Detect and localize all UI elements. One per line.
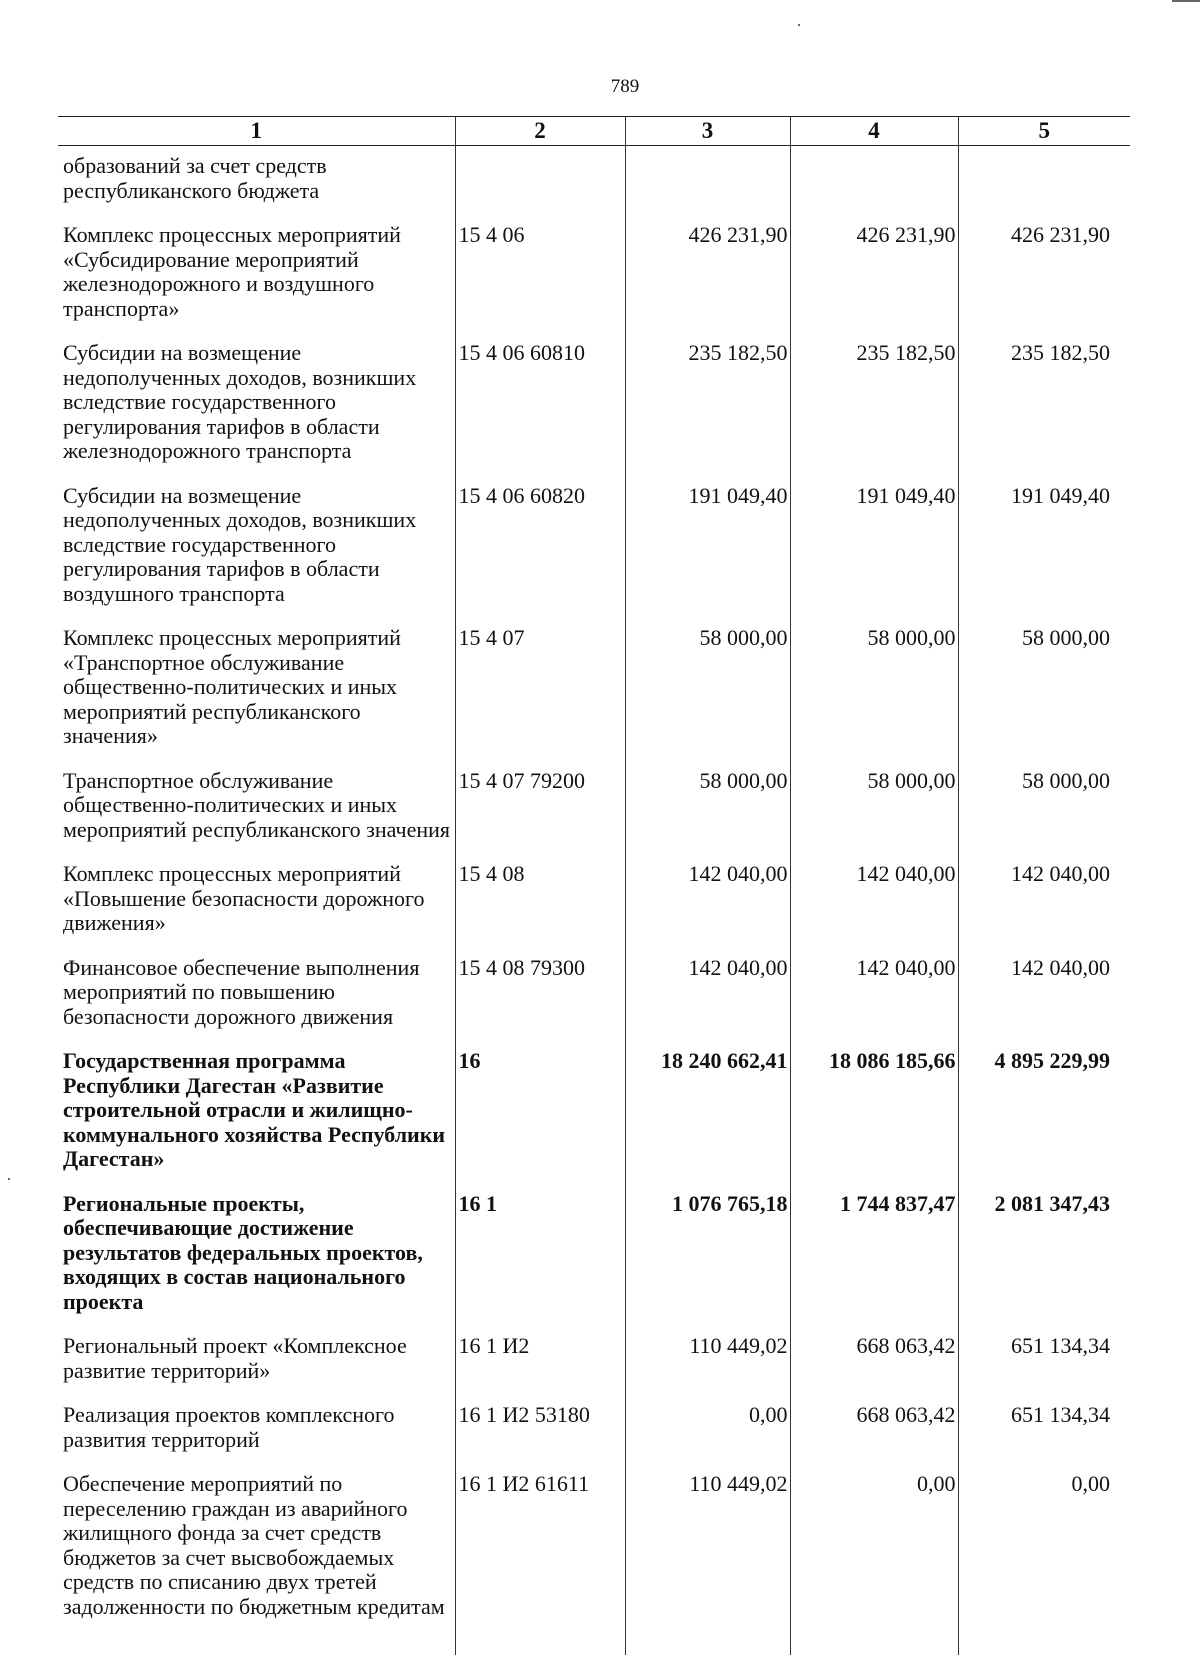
- row-value-5: 58 000,00: [958, 763, 1130, 857]
- scan-mark: [798, 24, 800, 26]
- row-code: 16: [455, 1043, 625, 1186]
- table-row: [58, 217, 1130, 335]
- row-value-4: 668 063,42: [790, 1328, 958, 1397]
- column-header-3: 3: [625, 117, 790, 146]
- row-name: Региональные проекты, обеспечивающие достижение результатов федеральных проектов, входящих в состав национального проекта: [58, 1186, 455, 1329]
- row-value-5: 0,00: [958, 1466, 1130, 1633]
- row-code: 15 4 08 79300: [455, 950, 625, 1044]
- row-value-4: 668 063,42: [790, 1397, 958, 1466]
- row-value-3: 142 040,00: [625, 950, 790, 1044]
- row-value-3: 58 000,00: [625, 620, 790, 763]
- row-name: Реализация проектов комплексного развития территорий: [58, 1397, 455, 1466]
- row-value-5: 235 182,50: [958, 335, 1130, 478]
- budget-table: [58, 116, 1130, 1655]
- row-value-5: 4 895 229,99: [958, 1043, 1130, 1186]
- row-code: 15 4 07 79200: [455, 763, 625, 857]
- row-value-5: 142 040,00: [958, 950, 1130, 1044]
- row-value-4: 142 040,00: [790, 950, 958, 1044]
- row-value-5: 2 081 347,43: [958, 1186, 1130, 1329]
- row-name: Субсидии на возмещение недополученных доходов, возникших вследствие государственного регулирования тарифов в области воздушного транспорта: [58, 478, 455, 621]
- row-value-4: 18 086 185,66: [790, 1043, 958, 1186]
- row-code: 16 1 И2 61611: [455, 1466, 625, 1633]
- table-row: [58, 856, 1130, 950]
- row-code: 16 1: [455, 1186, 625, 1329]
- row-name: Транспортное обслуживание общественно-политических и иных мероприятий республиканского значения: [58, 763, 455, 857]
- row-name: Государственная программа Республики Дагестан «Развитие строительной отрасли и жилищно-коммунального хозяйства Республики Дагестан»: [58, 1043, 455, 1186]
- row-value-3: [625, 146, 790, 218]
- table-row: [58, 1043, 1130, 1186]
- row-value-3: 0,00: [625, 1397, 790, 1466]
- scan-mark: [8, 1178, 10, 1180]
- row-value-4: 235 182,50: [790, 335, 958, 478]
- row-value-5: 651 134,34: [958, 1397, 1130, 1466]
- column-header-2: 2: [455, 117, 625, 146]
- row-value-3: 1 076 765,18: [625, 1186, 790, 1329]
- row-value-4: 142 040,00: [790, 856, 958, 950]
- row-code: 16 1 И2 53180: [455, 1397, 625, 1466]
- budget-table-container: [58, 116, 1130, 1655]
- row-value-5: 142 040,00: [958, 856, 1130, 950]
- row-code: [455, 146, 625, 218]
- row-value-5: 426 231,90: [958, 217, 1130, 335]
- table-row: [58, 1186, 1130, 1329]
- row-name: Комплекс процессных мероприятий «Субсидирование мероприятий железнодорожного и воздушного транспорта»: [58, 217, 455, 335]
- row-code: 15 4 08: [455, 856, 625, 950]
- row-value-3: 426 231,90: [625, 217, 790, 335]
- row-value-4: 0,00: [790, 1466, 958, 1633]
- row-value-3: 235 182,50: [625, 335, 790, 478]
- row-value-4: 58 000,00: [790, 620, 958, 763]
- row-name: образований за счет средств республиканского бюджета: [58, 146, 455, 218]
- scan-mark: [1172, 0, 1200, 2]
- row-value-3: 58 000,00: [625, 763, 790, 857]
- row-value-3: 142 040,00: [625, 856, 790, 950]
- row-code: 15 4 06 60820: [455, 478, 625, 621]
- table-row: [58, 335, 1130, 478]
- row-value-5: [958, 146, 1130, 218]
- table-header-row: [58, 117, 1130, 146]
- row-code: 16 1 И2: [455, 1328, 625, 1397]
- row-value-4: 58 000,00: [790, 763, 958, 857]
- row-value-5: 191 049,40: [958, 478, 1130, 621]
- row-value-3: 110 449,02: [625, 1466, 790, 1633]
- row-name: Комплекс процессных мероприятий «Повышение безопасности дорожного движения»: [58, 856, 455, 950]
- row-value-4: [790, 146, 958, 218]
- column-header-5: 5: [958, 117, 1130, 146]
- row-name: Региональный проект «Комплексное развитие территорий»: [58, 1328, 455, 1397]
- row-value-3: 110 449,02: [625, 1328, 790, 1397]
- row-code: 15 4 06: [455, 217, 625, 335]
- page-number: 789: [610, 76, 640, 97]
- table-row: [58, 146, 1130, 218]
- row-value-3: 18 240 662,41: [625, 1043, 790, 1186]
- row-code: 15 4 06 60810: [455, 335, 625, 478]
- table-row: [58, 478, 1130, 621]
- table-row: [58, 1466, 1130, 1633]
- table-row: [58, 620, 1130, 763]
- table-row: [58, 950, 1130, 1044]
- column-header-4: 4: [790, 117, 958, 146]
- table-row: [58, 763, 1130, 857]
- row-value-4: 191 049,40: [790, 478, 958, 621]
- row-value-4: 1 744 837,47: [790, 1186, 958, 1329]
- row-value-5: 58 000,00: [958, 620, 1130, 763]
- row-code: 15 4 07: [455, 620, 625, 763]
- column-header-1: 1: [58, 117, 455, 146]
- row-value-5: 651 134,34: [958, 1328, 1130, 1397]
- table-row-spacer: [58, 1633, 1130, 1655]
- row-name: Комплекс процессных мероприятий «Транспортное обслуживание общественно-политических и иных мероприятий республиканского значения»: [58, 620, 455, 763]
- row-value-3: 191 049,40: [625, 478, 790, 621]
- row-name: Обеспечение мероприятий по переселению граждан из аварийного жилищного фонда за счет средств бюджетов за счет высвобождаемых средств по списанию двух третей задолженности по бюджетным кредитам: [58, 1466, 455, 1633]
- row-name: Субсидии на возмещение недополученных доходов, возникших вследствие государственного регулирования тарифов в области железнодорожного транспорта: [58, 335, 455, 478]
- row-name: Финансовое обеспечение выполнения мероприятий по повышению безопасности дорожного движения: [58, 950, 455, 1044]
- table-row: [58, 1397, 1130, 1466]
- table-row: [58, 1328, 1130, 1397]
- row-value-4: 426 231,90: [790, 217, 958, 335]
